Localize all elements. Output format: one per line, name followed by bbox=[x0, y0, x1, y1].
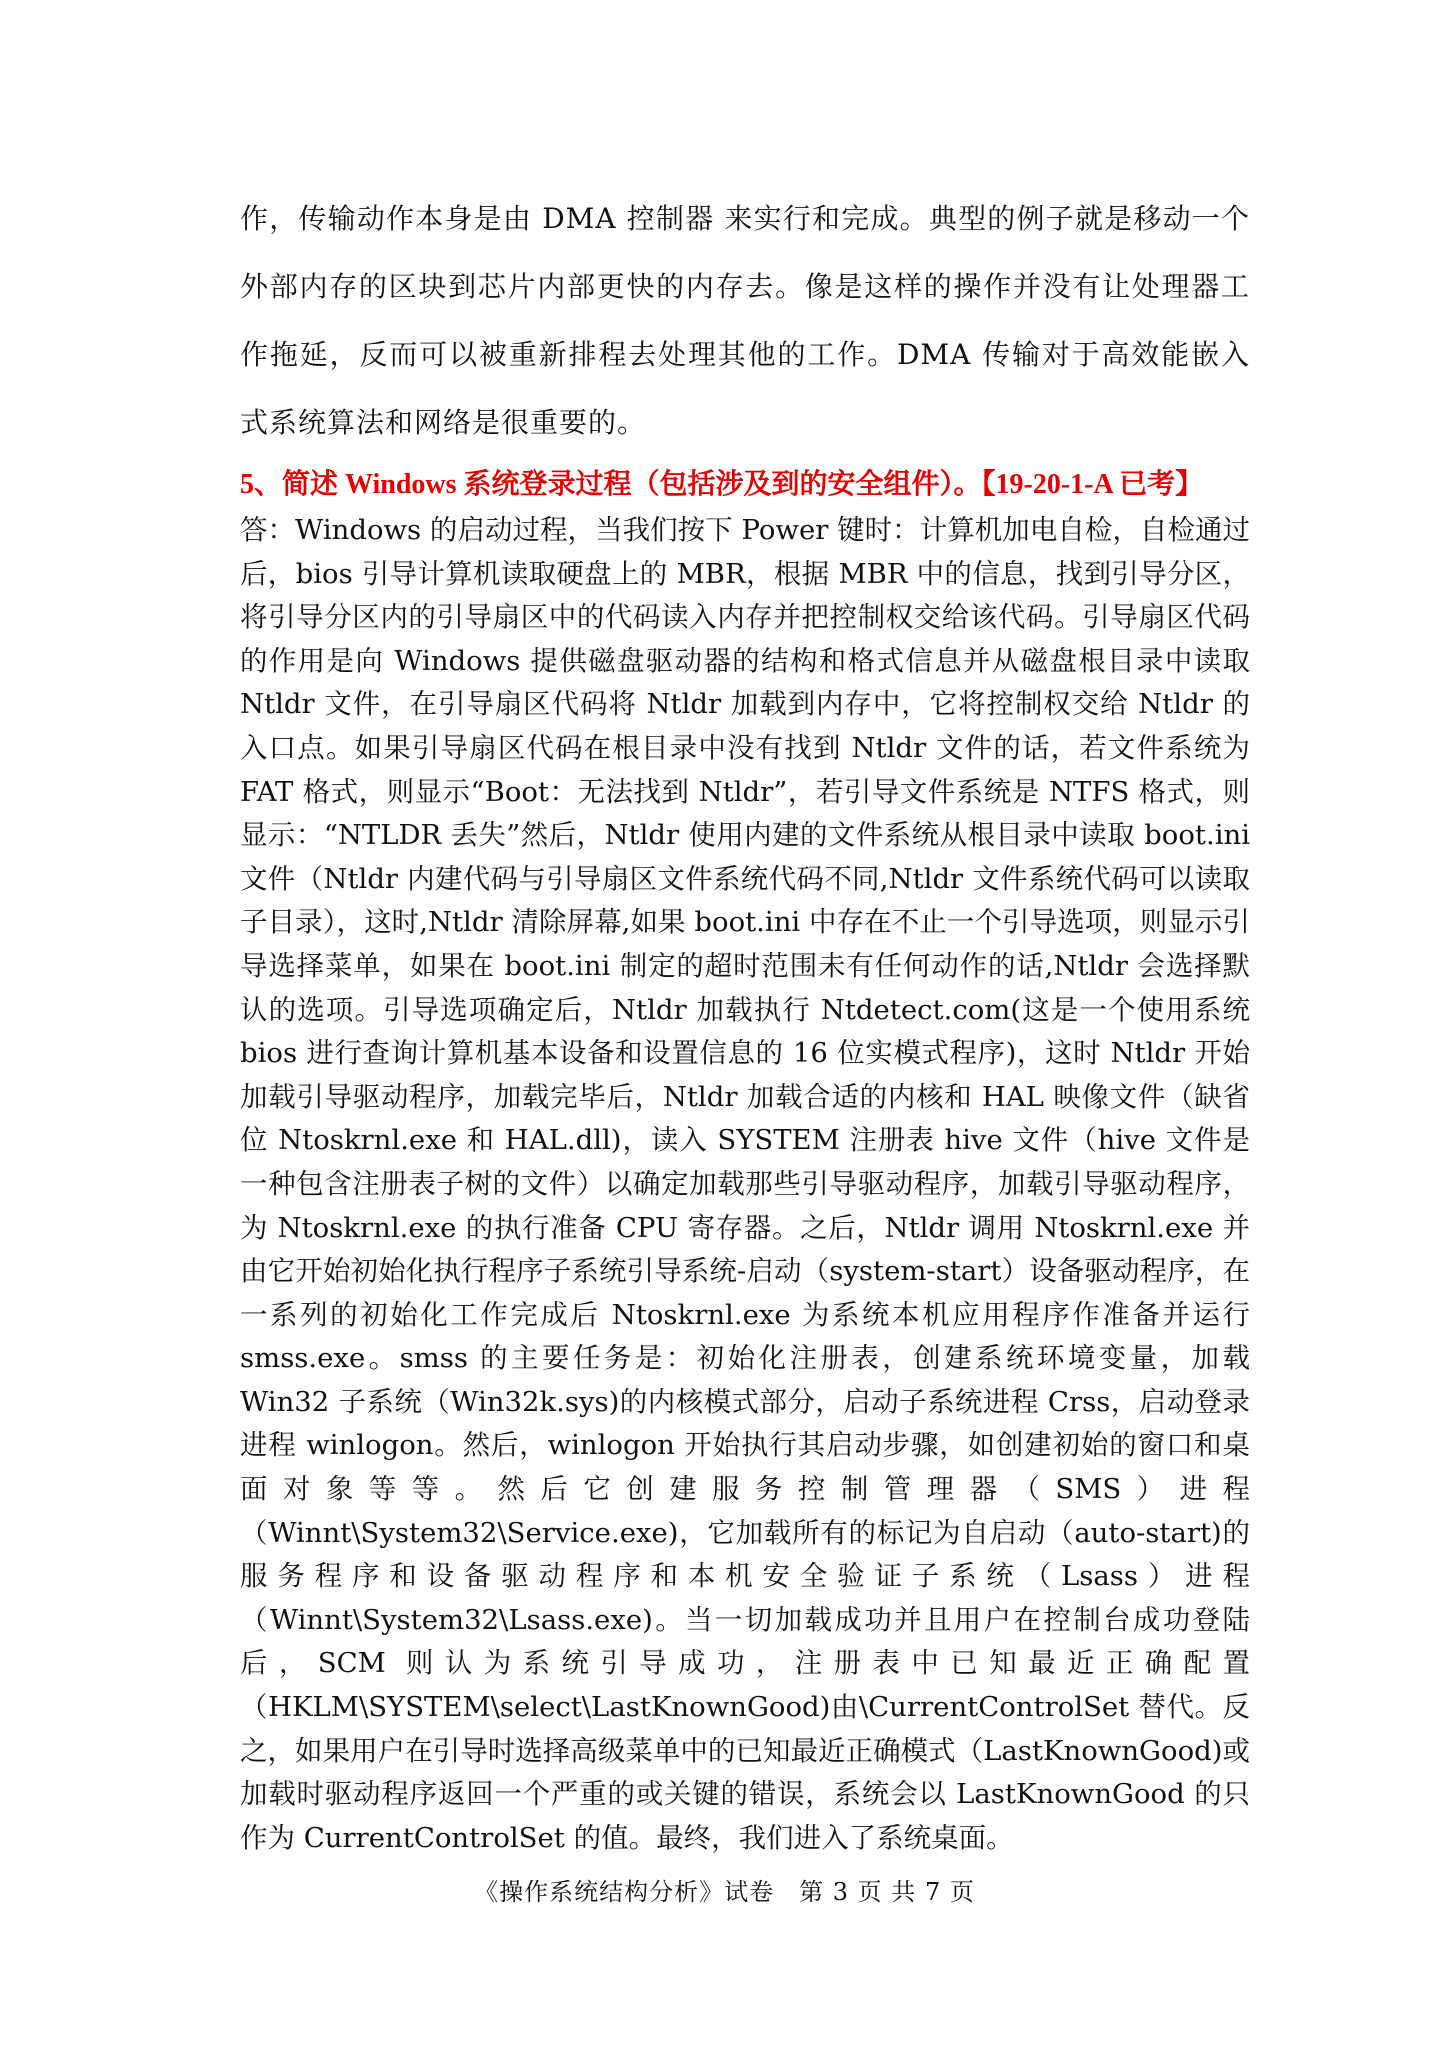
answer-paragraph: 答：Windows 的启动过程，当我们按下 Power 键时：计算机加电自检，自检通过后，bios 引导计算机读取硬盘上的 MBR，根据 MBR 中的信息，找到引导分区，将引导分区内的引导扇区中的代码读入内存并把控制权交给该代码。引导扇区代码的作用是向 Windows 提供磁盘驱动器的结构和格式信息并从磁盘根目录中读取 Ntldr 文件，在引导扇区代码将 Ntldr 加载到内存中，它将控制权交给 Ntldr 的入口点。如果引导扇区代码在根目录中没有找到 Ntldr 文件的话，若文件系统为 FAT 格式，则显示“Boot：无法找到 Ntldr”，若引导文件系统是 NTFS 格式，则显示：“NTLDR 丢失”然后，Ntldr 使用内建的文件系统从根目录中读取 boot.ini 文件（Ntldr 内建代码与引导扇区文件系统代码不同,Ntldr 文件系统代码可以读取子目录），这时,Ntldr 清除屏幕,如果 boot.ini 中存在不止一个引导选项，则显示引导选择菜单，如果在 boot.ini 制定的超时范围未有任何动作的话,Ntldr 会选择默认的选项。引导选项确定后，Ntldr 加载执行 Ntdetect.com(这是一个使用系统 bios 进行查询计算机基本设备和设置信息的 16 位实模式程序)，这时 Ntldr 开始加载引导驱动程序，加载完毕后，Ntldr 加载合适的内核和 HAL 映像文件（缺省位 Ntoskrnl.exe 和 HAL.dll)，读入 SYSTEM 注册表 hive 文件（hive 文件是一种包含注册表子树的文件）以确定加载那些引导驱动程序，加载引导驱动程序，为 Ntoskrnl.exe 的执行准备 CPU 寄存器。之后，Ntldr 调用 Ntoskrnl.exe 并由它开始初始化执行程序子系统引导系统-启动（system-start）设备驱动程序，在一系列的初始化工作完成后 Ntoskrnl.exe 为系统本机应用程序作准备并运行 smss.exe。smss 的主要任务是：初始化注册表，创建系统环境变量，加载 Win32 子系统（Win32k.sys)的内核模式部分，启动子系统进程 Crss，启动登录进程 winlogon。然后，winlogon 开始执行其启动步骤，如创建初始的窗口和桌面对象等等。然后它创建服务控制管理器（SMS）进程（Winnt\System32\Service.exe)，它加载所有的标记为自启动（auto-start)的服务程序和设备驱动程序和本机安全验证子系统（Lsass）进程（Winnt\System32\Lsass.exe)。当一切加载成功并且用户在控制台成功登陆后，SCM 则认为系统引导成功，注册表中已知最近正确配置（HKLM\SYSTEM\select\LastKnownGood)由\CurrentControlSet 替代。反之，如果用户在引导时选择高级菜单中的已知最近正确模式（LastKnownGood)或加载时驱动程序返回一个严重的或关键的错误，系统会以 LastKnownGood 的只作为 CurrentControlSet 的值。最终，我们进入了系统桌面。 bbox=[240, 514, 1250, 1854]
question-heading: 5、简述 Windows 系统登录过程（包括涉及到的安全组件）。【19-20-1-A 已考】 bbox=[240, 469, 1204, 500]
page-footer: 《操作系统结构分析》试卷 第 3 页 共 7 页 bbox=[474, 1878, 975, 1906]
continued-paragraph: 作，传输动作本身是由 DMA 控制器 来实行和完成。典型的例子就是移动一个外部内存的区块到芯片内部更快的内存去。像是这样的操作并没有让处理器工作拖延，反而可以被重新排程去处理其他的工作。DMA 传输对于高效能嵌入式系统算法和网络是很重要的。 bbox=[240, 202, 1250, 439]
page-content bbox=[240, 185, 1250, 1860]
